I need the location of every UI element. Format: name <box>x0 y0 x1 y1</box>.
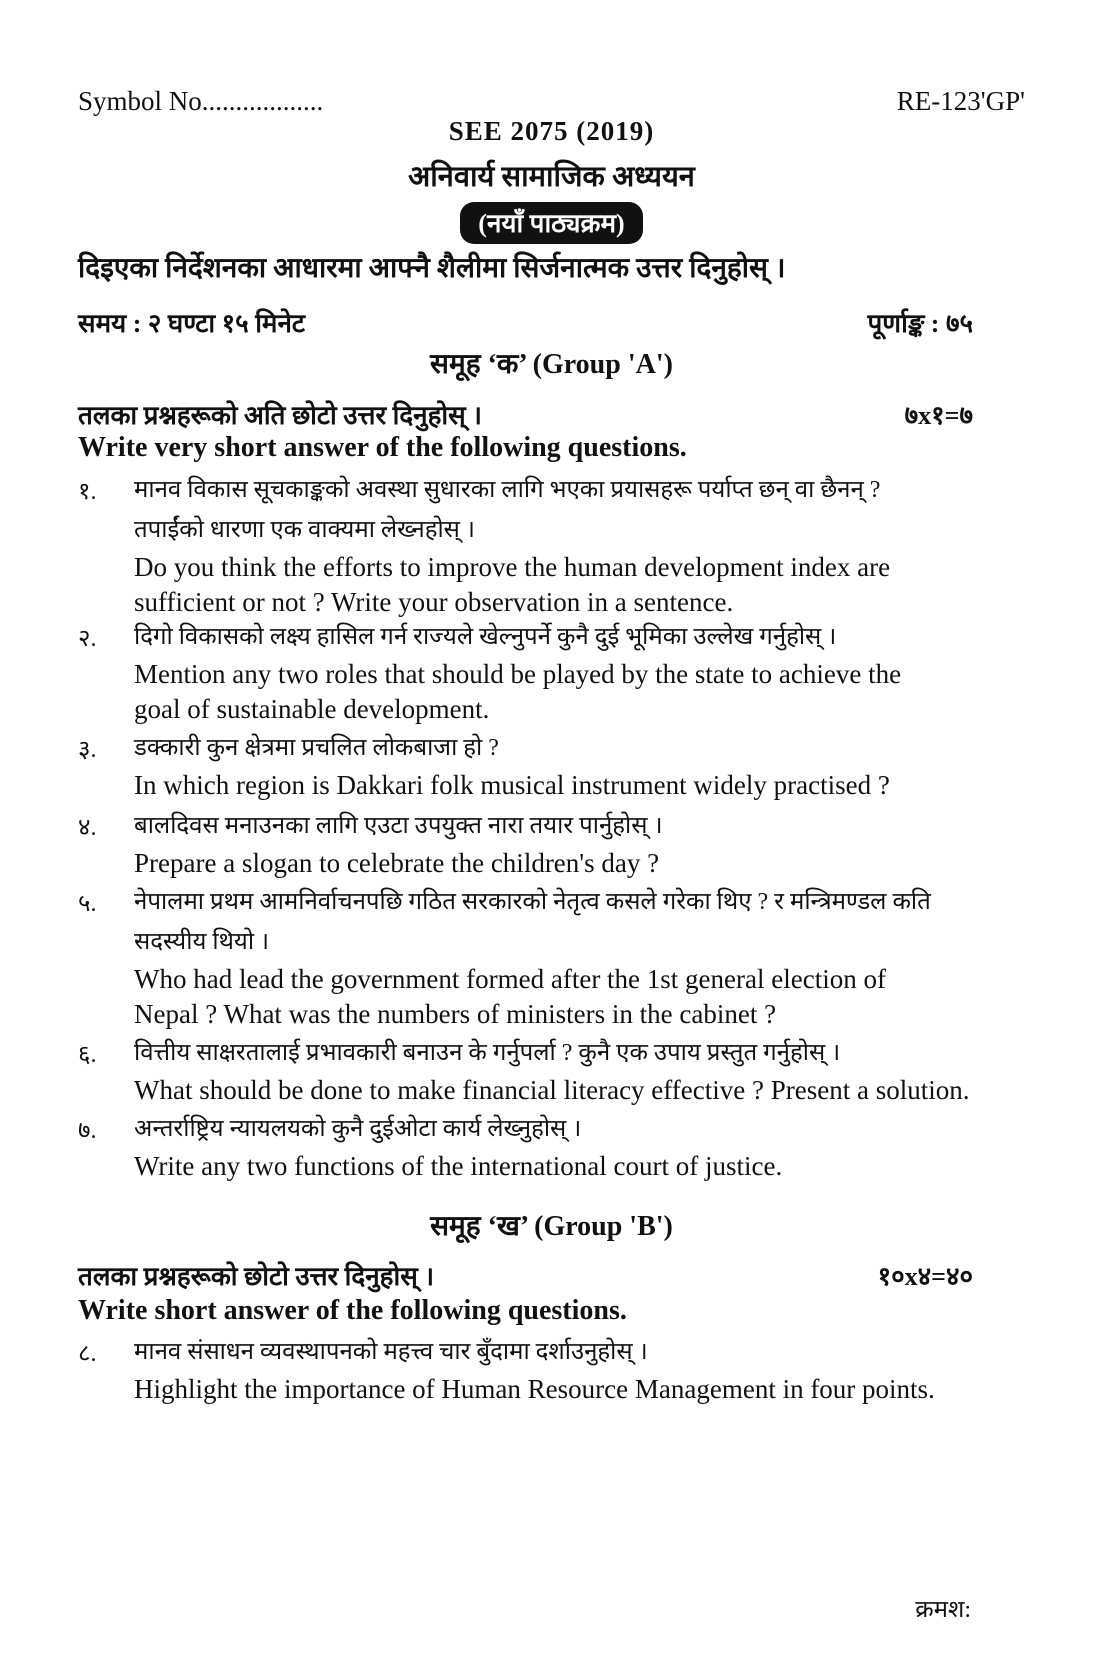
question-np-line: डक्कारी कुन क्षेत्रमा प्रचलित लोकबाजा हो ? <box>134 735 499 761</box>
question-en-line: Mention any two roles that should be played by the state to achieve the <box>134 659 902 689</box>
symbol-number: Symbol No.................. <box>78 86 324 116</box>
question-np-line: सदस्यीय थियो । <box>134 929 270 955</box>
question-en-line: In which region is Dakkari folk musical instrument widely practised ? <box>134 770 890 800</box>
question-np-line: अन्तर्राष्ट्रिय न्यायलयको कुनै दुईओटा कार्य लेख्नुहोस् । <box>134 1116 582 1142</box>
question-en-line: Prepare a slogan to celebrate the children's day ? <box>134 848 660 878</box>
paper-code: RE-123'GP' <box>896 86 1025 116</box>
question-np-line: तपाईंको धारणा एक वाक्यमा लेख्नहोस् । <box>134 517 475 543</box>
question-number: ४. <box>78 815 97 841</box>
question-number: २. <box>78 626 97 652</box>
time-allowed: समय : २ घण्टा १५ मिनेट <box>78 309 306 338</box>
question-number: ८. <box>78 1341 97 1367</box>
question-en-line: goal of sustainable development. <box>134 694 490 724</box>
question-number: ६. <box>78 1042 97 1068</box>
question-np-line: नेपालमा प्रथम आमनिर्वाचनपछि गठित सरकारको नेतृत्व कसले गरेका थिए ? र मन्त्रिमण्डल कति <box>134 889 931 915</box>
general-instruction: दिइएका निर्देशनका आधारमा आफ्नै शैलीमा सिर्जनात्मक उत्तर दिनुहोस् । <box>78 253 786 284</box>
group-a-heading: समूह ‘क’ (Group 'A') <box>430 349 673 380</box>
curriculum-badge: (नयाँ पाठ्यक्रम) <box>460 202 642 244</box>
question-np-line: दिगो विकासको लक्ष्य हासिल गर्न राज्यले खेल्नुपर्ने कुनै दुई भूमिका उल्लेख गर्नुहोस् । <box>134 624 837 650</box>
question-np-line: बालदिवस मनाउनका लागि एउटा उपयुक्त नारा तयार पार्नुहोस् । <box>134 813 663 839</box>
group-b-instruction-np: तलका प्रश्नहरूको छोटो उत्तर दिनुहोस् । <box>78 1262 435 1291</box>
question-en-line: What should be done to make financial literacy effective ? Present a solution. <box>134 1075 970 1105</box>
question-en-line: Nepal ? What was the numbers of ministers in the cabinet ? <box>134 999 777 1029</box>
group-a-instruction-en: Write very short answer of the following questions. <box>78 432 687 463</box>
group-a-instruction-np: तलका प्रश्नहरूको अति छोटो उत्तर दिनुहोस् । <box>78 401 483 430</box>
question-text <box>134 806 1029 881</box>
group-b-instruction-en: Write short answer of the following questions. <box>78 1295 627 1326</box>
curriculum-badge-wrap <box>0 202 1103 244</box>
question-number: ७. <box>78 1118 97 1144</box>
question-np-line: वित्तीय साक्षरतालाई प्रभावकारी बनाउन के गर्नुपर्ला ? कुनै एक उपाय प्रस्तुत गर्नुहोस् । <box>134 1040 841 1066</box>
question-number: ५. <box>78 891 97 917</box>
full-marks: पूर्णाङ्क : ७५ <box>867 309 973 338</box>
question-text <box>134 617 1029 727</box>
question-en-line: Highlight the importance of Human Resource Management in four points. <box>134 1374 935 1404</box>
continued-label: क्रमश: <box>915 1597 971 1623</box>
question-number: १. <box>78 479 97 505</box>
question-number: ३. <box>78 737 97 763</box>
question-text <box>134 470 1029 620</box>
group-b-marks: १०x४=४० <box>877 1262 973 1291</box>
question-np-line: मानव विकास सूचकाङ्कको अवस्था सुधारका लागि भएका प्रयासहरू पर्याप्त छन् वा छैनन् ? <box>134 477 881 503</box>
group-b-heading: समूह ‘ख’ (Group 'B') <box>430 1211 673 1242</box>
question-text <box>134 1332 1029 1407</box>
question-text <box>134 1109 1029 1184</box>
question-np-line: मानव संसाधन व्यवस्थापनको महत्त्व चार बुँदामा दर्शाउनुहोस् । <box>134 1339 648 1365</box>
question-en-line: sufficient or not ? Write your observation in a sentence. <box>134 587 734 617</box>
group-a-marks: ७x१=७ <box>904 401 973 430</box>
question-en-line: Write any two functions of the international court of justice. <box>134 1151 783 1181</box>
question-text <box>134 882 1029 1032</box>
question-text <box>134 728 1029 803</box>
subject-title: अनिवार्य सामाजिक अध्ययन <box>408 161 695 193</box>
question-en-line: Do you think the efforts to improve the human development index are <box>134 552 891 582</box>
exam-title: SEE 2075 (2019) <box>448 116 655 146</box>
question-text <box>134 1033 1029 1108</box>
question-en-line: Who had lead the government formed after the 1st general election of <box>134 964 886 994</box>
